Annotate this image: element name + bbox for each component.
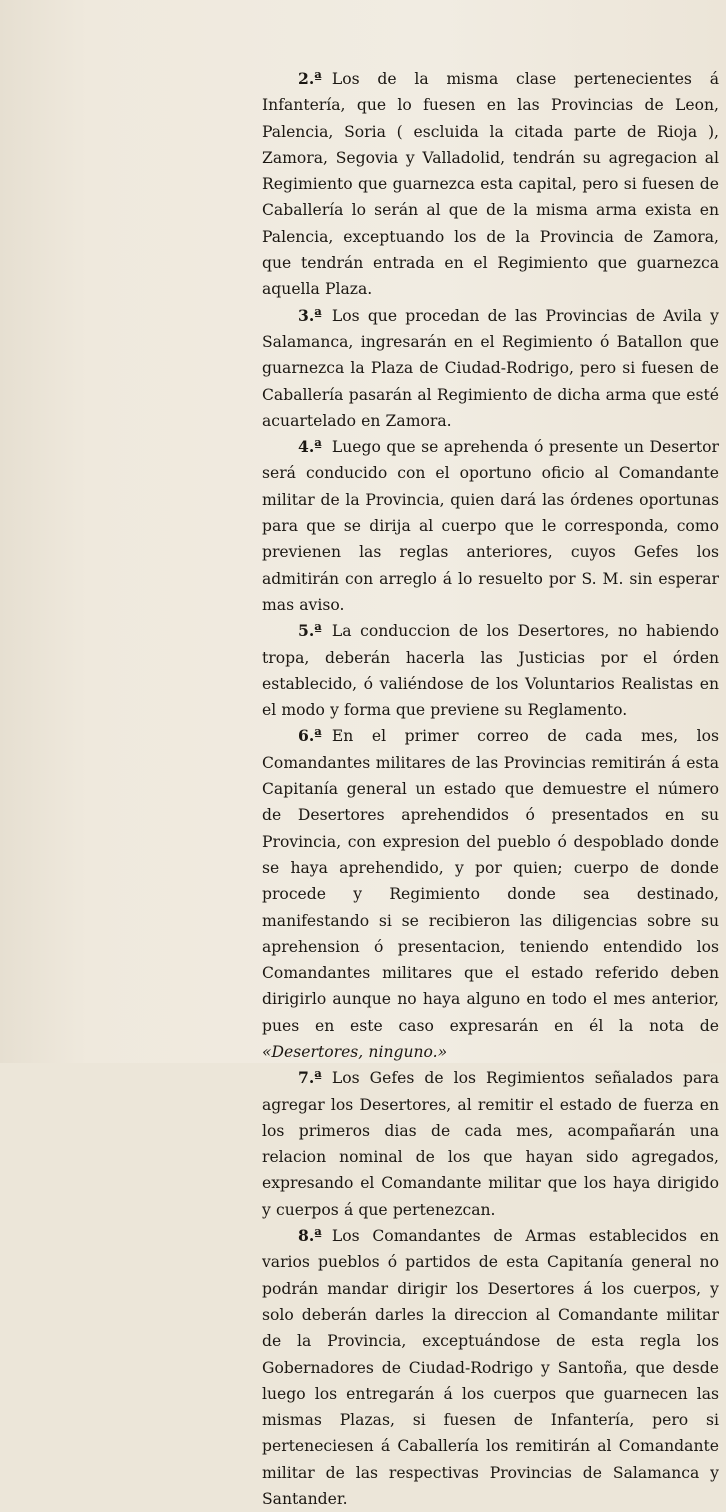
paragraph-number: 7.ª (298, 1068, 322, 1088)
paragraph-italic-note: «Desertores, ninguno.» (262, 1042, 448, 1061)
paragraph-number: 3.ª (298, 305, 322, 325)
paragraph-8 (262, 1223, 719, 1512)
paragraph-5 (262, 618, 719, 723)
paragraph-3 (262, 303, 719, 434)
paragraph-7 (262, 1065, 719, 1223)
paragraph-2 (262, 66, 719, 303)
paragraph-number: 6.ª (298, 726, 322, 746)
paragraph-6 (262, 723, 719, 1065)
paragraph-text: Luego que se aprehenda ó presente un Desertor será conducido con el oportuno oficio al Comandante militar de la Provincia, quien dará las órdenes oportunas para que se dirija al cuerpo que le corresponda, como previenen las reglas anteriores, cuyos Gefes los admitirán con arreglo á lo resuelto por S. M. sin esperar mas aviso. (262, 438, 719, 614)
paragraph-text: Los de la misma clase pertenecientes á Infantería, que lo fuesen en las Provincias de Leon, Palencia, Soria ( escluida la citada parte de Rioja ), Zamora, Segovia y Valladolid, tendrán su agregacion al Regimiento que guarnezca esta capital, pero si fuesen de Caballería lo serán al que de la misma arma exista en Palencia, exceptuando los de la Provincia de Zamora, que tendrán entrada en el Regimiento que guarnezca aquella Plaza. (262, 70, 719, 299)
paragraph-text: Los que procedan de las Provincias de Avila y Salamanca, ingresarán en el Regimiento ó Batallon que guarnezca la Plaza de Ciudad-Rodrigo, pero si fuesen de Caballería pasarán al Regimiento de dicha arma que esté acuartelado en Zamora. (262, 306, 719, 430)
paragraph-text: La conduccion de los Desertores, no habiendo tropa, deberán hacerla las Justicias por el órden establecido, ó valiéndose de los Voluntarios Realistas en el modo y forma que previene su Reglamento. (262, 622, 719, 720)
paragraph-text: Los Gefes de los Regimientos señalados para agregar los Desertores, al remitir el estado de fuerza en los primeros dias de cada mes, acompañarán una relacion nominal de los que hayan sido agregados, expresando el Comandante militar que los haya dirigido y cuerpos á que pertenezcan. (262, 1069, 719, 1219)
paragraph-number: 4.ª (298, 437, 322, 457)
paragraph-number: 5.ª (298, 621, 322, 641)
paragraph-text: En el primer correo de cada mes, los Comandantes militares de las Provincias remitirán á esta Capitanía general un estado que demuestre el número de Desertores aprehendidos ó presentados en su Provincia, con expresion del pueblo ó despoblado donde se haya aprehendido, y por quien; cuerpo de donde procede y Regimiento donde sea destinado, manifestando si se recibieron las diligencias sobre su aprehension ó presentacion, teniendo entendido los Comandantes militares que el estado referido deben dirigirlo aunque no haya alguno en todo el mes anterior, pues en este caso expresarán en él la nota de (262, 727, 719, 1035)
document-body (262, 66, 719, 1512)
paragraph-text: Los Comandantes de Armas establecidos en varios pueblos ó partidos de esta Capitanía general no podrán mandar dirigir los Desertores á los cuerpos, y solo deberán darles la direccion al Comandante militar de la Provincia, exceptuándose de esta regla los Gobernadores de Ciudad-Rodrigo y Santoña, que desde luego los entregarán á los cuerpos que guarnecen las mismas Plazas, si fuesen de Infantería, pero si perteneciesen á Caballería los remitirán al Comandante militar de las respectivas Provincias de Salamanca y Santander. (262, 1227, 719, 1509)
paragraph-number: 2.ª (298, 69, 322, 88)
paragraph-number: 8.ª (298, 1226, 322, 1246)
paragraph-4 (262, 434, 719, 618)
